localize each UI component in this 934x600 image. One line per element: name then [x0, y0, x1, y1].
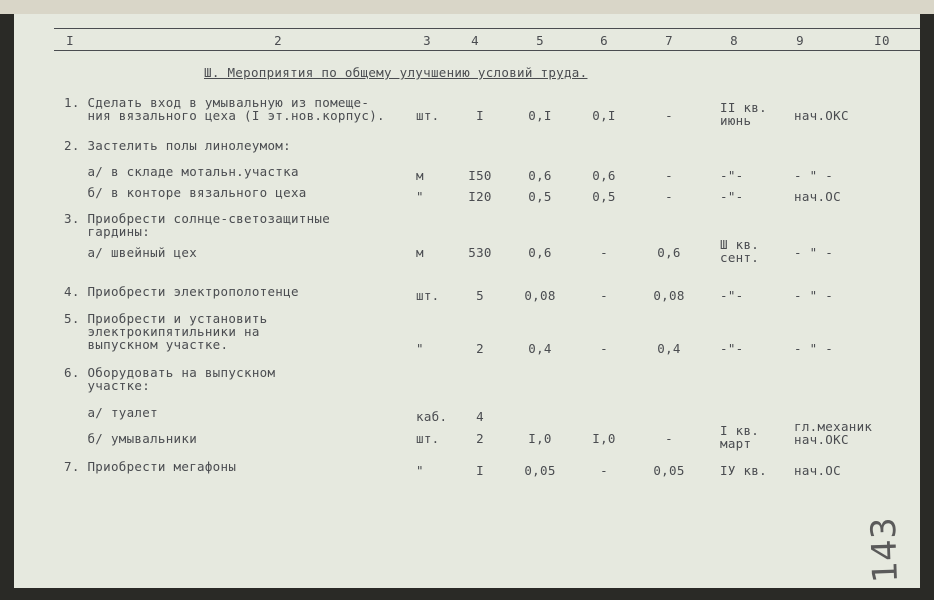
term-cell: -"- — [720, 189, 744, 204]
cost-cell: 0,05 — [524, 463, 556, 478]
item-text: 2. Застелить полы линолеумом: — [64, 138, 291, 153]
item-text: 5. Приобрести и установить — [64, 311, 268, 326]
unit-cell: шт. — [416, 108, 440, 123]
term-cell: июнь — [720, 113, 752, 128]
cost-cell: - — [600, 288, 608, 303]
cost-cell: 0,6 — [528, 245, 552, 260]
page-edge — [0, 0, 934, 14]
cost-cell: - — [665, 168, 673, 183]
column-header-6: 6 — [600, 33, 608, 48]
column-header-4: 4 — [471, 33, 479, 48]
unit-cell: каб. — [416, 409, 448, 424]
term-cell: сент. — [720, 250, 760, 265]
quantity-cell: 530 — [468, 245, 492, 260]
cost-cell: 0,4 — [528, 341, 552, 356]
responsible-cell: - " - — [794, 288, 834, 303]
column-header-10: I0 — [874, 33, 890, 48]
cost-cell: I,0 — [592, 431, 616, 446]
column-header-5: 5 — [536, 33, 544, 48]
quantity-cell: I — [476, 108, 484, 123]
cost-cell: 0,6 — [528, 168, 552, 183]
cost-cell: 0,08 — [653, 288, 685, 303]
cost-cell: 0,I — [592, 108, 616, 123]
item-text: б/ в конторе вязального цеха — [64, 185, 307, 200]
column-header-9: 9 — [796, 33, 804, 48]
quantity-cell: I20 — [468, 189, 492, 204]
quantity-cell: 5 — [476, 288, 484, 303]
column-header-1: I — [66, 33, 74, 48]
item-text: 7. Приобрести мегафоны — [64, 459, 237, 474]
cost-cell: I,0 — [528, 431, 552, 446]
responsible-cell: нач.ОС — [794, 463, 841, 478]
unit-cell: " — [416, 189, 424, 204]
term-cell: -"- — [720, 341, 744, 356]
column-header-7: 7 — [665, 33, 673, 48]
term-cell: март — [720, 436, 752, 451]
responsible-cell: нач.ОС — [794, 189, 841, 204]
quantity-cell: 2 — [476, 431, 484, 446]
responsible-cell: нач.ОКС — [794, 432, 849, 447]
item-text: гардины: — [64, 224, 151, 239]
folio-number: 143 — [863, 516, 907, 584]
cost-cell: - — [600, 245, 608, 260]
unit-cell: " — [416, 463, 424, 478]
responsible-cell: гл.механик — [794, 419, 873, 434]
section-title: Ш. Мероприятия по общему улучшению условий труда. — [204, 65, 588, 80]
cost-cell: 0,05 — [653, 463, 685, 478]
cost-cell: - — [665, 108, 673, 123]
quantity-cell: I — [476, 463, 484, 478]
column-header-2: 2 — [274, 33, 282, 48]
cost-cell: 0,6 — [657, 245, 681, 260]
responsible-cell: - " - — [794, 341, 834, 356]
item-text: электрокипятильники на — [64, 324, 260, 339]
item-text: ния вязального цеха (I эт.нов.корпус). — [64, 108, 385, 123]
header-rule-top — [54, 28, 920, 29]
quantity-cell: 2 — [476, 341, 484, 356]
item-text: а/ туалет — [64, 405, 158, 420]
cost-cell: - — [600, 463, 608, 478]
term-cell: Ш кв. — [720, 237, 760, 252]
unit-cell: шт. — [416, 431, 440, 446]
item-text: участке: — [64, 378, 151, 393]
cost-cell: - — [600, 341, 608, 356]
term-cell: II кв. — [720, 100, 767, 115]
item-text: 3. Приобрести солнце-светозащитные — [64, 211, 331, 226]
term-cell: -"- — [720, 288, 744, 303]
item-text: а/ швейный цех — [64, 245, 198, 260]
unit-cell: м — [416, 245, 424, 260]
term-cell: IУ кв. — [720, 463, 767, 478]
unit-cell: " — [416, 341, 424, 356]
responsible-cell: - " - — [794, 168, 834, 183]
cost-cell: - — [665, 189, 673, 204]
cost-cell: 0,5 — [528, 189, 552, 204]
responsible-cell: - " - — [794, 245, 834, 260]
item-text: а/ в складе мотальн.участка — [64, 164, 299, 179]
quantity-cell: I50 — [468, 168, 492, 183]
header-rule-bottom — [54, 50, 920, 51]
document-page — [14, 14, 920, 588]
item-text: выпускном участке. — [64, 337, 229, 352]
column-header-8: 8 — [730, 33, 738, 48]
cost-cell: 0,6 — [592, 168, 616, 183]
term-cell: I кв. — [720, 423, 760, 438]
responsible-cell: нач.ОКС — [794, 108, 849, 123]
unit-cell: м — [416, 168, 424, 183]
item-text: 4. Приобрести электрополотенце — [64, 284, 299, 299]
unit-cell: шт. — [416, 288, 440, 303]
column-header-3: 3 — [423, 33, 431, 48]
cost-cell: 0,5 — [592, 189, 616, 204]
item-text: 1. Сделать вход в умывальную из помеще- — [64, 95, 370, 110]
cost-cell: 0,4 — [657, 341, 681, 356]
quantity-cell: 4 — [476, 409, 484, 424]
cost-cell: - — [665, 431, 673, 446]
cost-cell: 0,I — [528, 108, 552, 123]
term-cell: -"- — [720, 168, 744, 183]
item-text: 6. Оборудовать на выпускном — [64, 365, 276, 380]
item-text: б/ умывальники — [64, 431, 198, 446]
cost-cell: 0,08 — [524, 288, 556, 303]
